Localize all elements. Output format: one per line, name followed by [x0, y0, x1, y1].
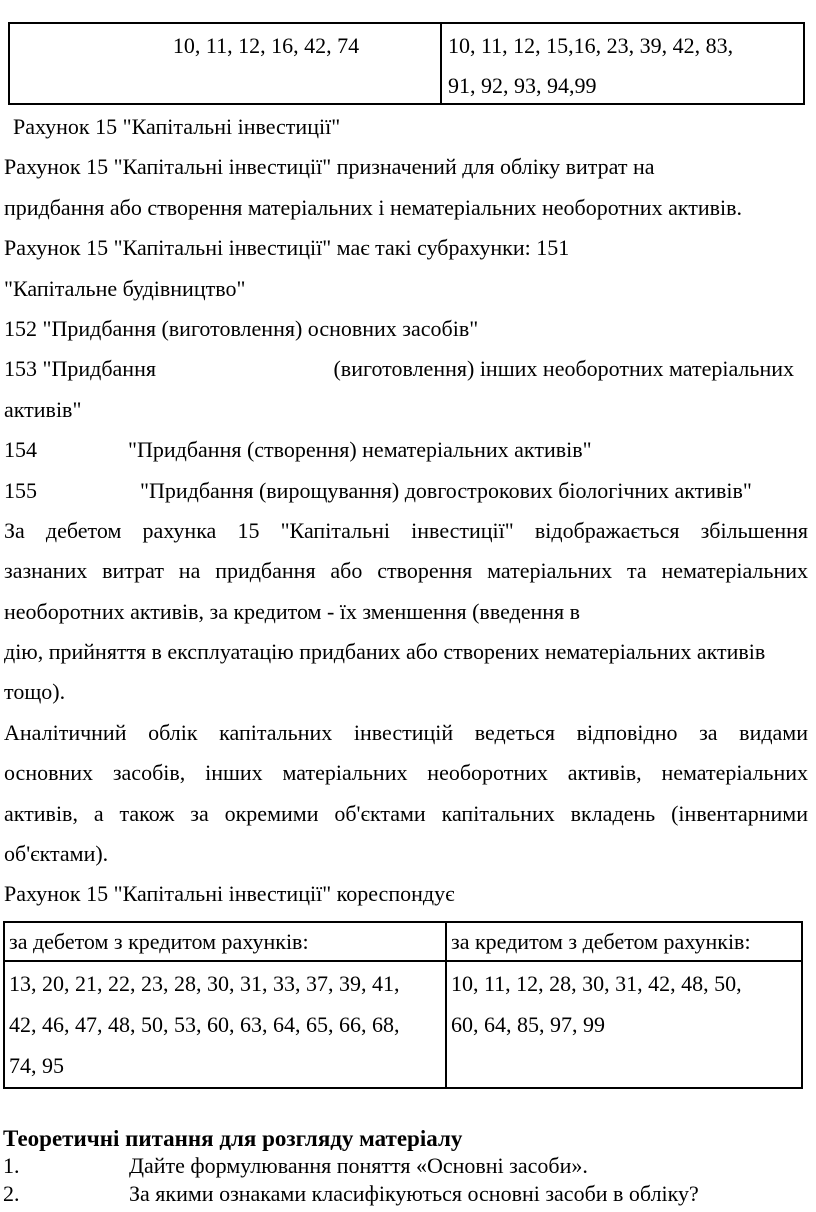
paragraph-line: активів, а також за окремими об'єктами капітальних вкладень (інвентарними [4, 800, 808, 826]
paragraph-line: Аналітичний облік капітальних інвестицій ведеться відповідно за видами [4, 719, 808, 745]
credit-accounts-line1: 10, 11, 12, 28, 30, 31, 42, 48, 50, [451, 970, 742, 996]
questions-section [3, 1125, 806, 1208]
paragraph-line: тощо). [4, 679, 66, 705]
subaccount-153-number: 153 "Придбання [4, 356, 156, 382]
top-table-debit-accounts: 10, 11, 12, 16, 42, 74 [172, 33, 360, 58]
paragraph-line: дію, прийняття в експлуатацію придбаних або створених нематеріальних активів [4, 639, 766, 665]
paragraph-line: Рахунок 15 "Капітальні інвестиції" призначений для обліку витрат на [4, 154, 655, 180]
top-table-credit-accounts-line1: 10, 11, 12, 15,16, 23, 39, 42, 83, [448, 33, 734, 58]
subaccount-155-title: "Придбання (вирощування) довгострокових біологічних активів" [140, 477, 752, 503]
question-number: 1. [3, 1152, 20, 1178]
paragraph-line-subaccount-153 [4, 349, 808, 389]
questions-heading: Теоретичні питання для розгляду матеріалу [3, 1125, 463, 1151]
question-number: 2. [3, 1180, 20, 1206]
paragraph-line-subaccount-154 [4, 430, 808, 470]
paragraph-line: активів" [4, 396, 82, 422]
bottom-table-header-debit: за дебетом з кредитом рахунків: [5, 923, 445, 962]
bottom-table-debit-cell [5, 962, 445, 1087]
paragraph-line: зазнаних витрат на придбання або створення матеріальних та нематеріальних [4, 558, 808, 584]
question-text: Дайте формулювання поняття «Основні засоби». [129, 1152, 588, 1178]
top-table-debit-cell [10, 24, 440, 103]
paragraph-line-subaccount-155 [4, 471, 808, 511]
debit-accounts-line1: 13, 20, 21, 22, 23, 28, 30, 31, 33, 37, 39, 41, [9, 970, 400, 996]
bottom-table-header-credit: за кредитом з дебетом рахунків: [445, 923, 801, 962]
question-text: За якими ознаками класифікуються основні засоби в обліку? [129, 1180, 699, 1206]
debit-accounts-line3: 74, 95 [9, 1052, 64, 1078]
top-correspondence-table [8, 22, 805, 105]
paragraph-line: основних засобів, інших матеріальних необоротних активів, нематеріальних [4, 760, 808, 786]
paragraph-line: Рахунок 15 "Капітальні інвестиції" [13, 114, 341, 139]
paragraph-line: Рахунок 15 "Капітальні інвестиції" кореспондує [4, 881, 455, 907]
debit-accounts-line2: 42, 46, 47, 48, 50, 53, 60, 63, 64, 65, 66, 68, [9, 1011, 400, 1037]
bottom-table-credit-cell [445, 962, 801, 1087]
paragraph-line: об'єктами). [4, 841, 109, 867]
question-item [3, 1152, 806, 1180]
bottom-correspondence-table [3, 921, 803, 1089]
subaccount-155-number: 155 [4, 477, 37, 503]
question-item [3, 1180, 806, 1208]
subaccount-154-number: 154 [4, 437, 37, 463]
paragraph-line: придбання або створення матеріальних і нематеріальних необоротних активів. [4, 194, 743, 220]
paragraph-line: Рахунок 15 "Капітальні інвестиції" має такі субрахунки: 151 [4, 235, 570, 261]
body-text [4, 107, 808, 915]
subaccount-154-title: "Придбання (створення) нематеріальних активів" [128, 437, 592, 463]
paragraph-line: необоротних активів, за кредитом - їх зменшення (введення в [4, 598, 581, 624]
top-table-credit-accounts-line2: 91, 92, 93, 94,99 [448, 73, 597, 98]
credit-accounts-line2: 60, 64, 85, 97, 99 [451, 1011, 605, 1037]
paragraph-line: "Капітальне будівництво" [4, 275, 246, 301]
top-table-credit-cell [440, 24, 803, 103]
subaccount-153-title: (виготовлення) інших необоротних матеріальних [333, 356, 794, 382]
paragraph-line: За дебетом рахунка 15 "Капітальні інвестиції" відображається збільшення [4, 517, 808, 543]
paragraph-line: 152 "Придбання (виготовлення) основних засобів" [4, 315, 479, 341]
